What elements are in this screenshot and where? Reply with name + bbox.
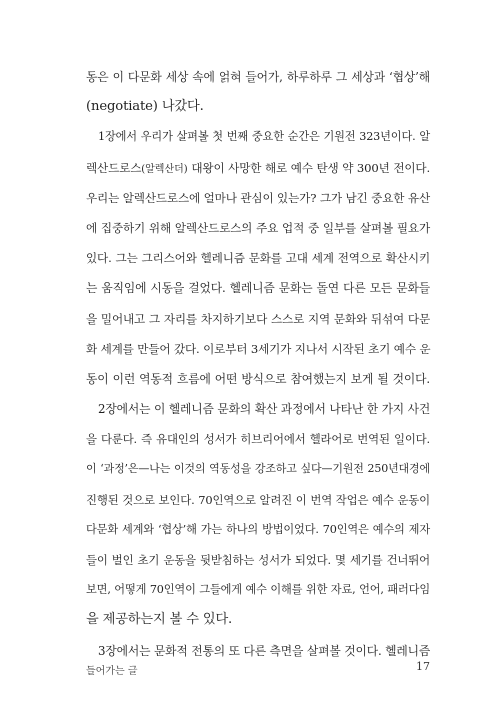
text-line: 을 밀어내고 그 자리를 차지하기보다 스스로 지역 문화와 뒤섞여 다문 (86, 311, 430, 326)
paragraph-first-line: 3장에서는 문화적 전통의 또 다른 측면을 살펴볼 것이다. 헬레니즘 (98, 643, 431, 658)
paragraph-first-line: 2장에서는 이 헬레니즘 문화의 확산 과정에서 나타난 한 가지 사건 (98, 402, 431, 417)
text-line: 보면, 어떻게 70인역이 그들에게 예수 이해를 위한 자료, 언어, 패러다임 (86, 583, 430, 597)
text-line: 이 ‘과정’은—나는 이것의 역동성을 강조하고 싶다—기원전 250년대경에 (86, 462, 430, 476)
text-line: 는 움직임에 시동을 걸었다. 헬레니즘 문화는 돌연 다른 모든 문화들 (86, 281, 430, 296)
text-line: 화 세계를 만들어 갔다. 이로부터 3세기가 지나서 시작된 초기 예수 운 (86, 341, 431, 356)
text-line: 에 집중하기 위해 알렉산드로스의 주요 업적 중 일부를 살펴볼 필요가 (86, 220, 430, 235)
text-segment: 렉산드로스 (86, 160, 142, 175)
text-line: 을 제공하는지 볼 수 있다. (86, 612, 233, 628)
text-line: 있다. 그는 그리스어와 헬레니즘 문화를 고대 세계 전역으로 확산시키 (86, 251, 430, 266)
text-line: 다문화 세계와 ‘협상’해 가는 하나의 방법이었다. 70인역은 예수의 제자 (86, 522, 430, 536)
page-number: 17 (416, 660, 430, 673)
text-line: 들이 벌인 초기 운동을 뒷받침하는 성서가 되었다. 몇 세기를 건너뛰어 (86, 553, 430, 567)
parenthetical-note: (알렉산더) (141, 163, 188, 175)
text-line: (negotiate) 나갔다. (86, 99, 204, 115)
text-line (86, 153, 430, 183)
text-line: 동은 이 다문화 세상 속에 얽혀 들어가, 하루하루 그 세상과 ‘협상’해 (86, 70, 430, 84)
body-text (86, 62, 430, 666)
text-line: 우리는 알렉산드로스에 얼마나 관심이 있는가? 그가 남긴 중요한 유산 (86, 190, 430, 205)
paragraph-first-line: 1장에서 우리가 살펴볼 첫 번째 중요한 순간은 기원전 323년이다. 알 (98, 130, 430, 144)
text-line: 동이 이런 역동적 흐름에 어떤 방식으로 참여했는지 보게 될 것이다. (86, 371, 430, 386)
text-line: 진행된 것으로 보인다. 70인역으로 알려진 이 번역 작업은 예수 운동이 (86, 492, 430, 507)
text-segment: 대왕이 사망한 해로 예수 탄생 약 300년 전이다. (187, 160, 430, 175)
text-line: 을 다룬다. 즉 유대인의 성서가 히브리어에서 헬라어로 번역된 일이다. (86, 432, 430, 447)
running-title: 들어가는 글 (86, 666, 138, 677)
